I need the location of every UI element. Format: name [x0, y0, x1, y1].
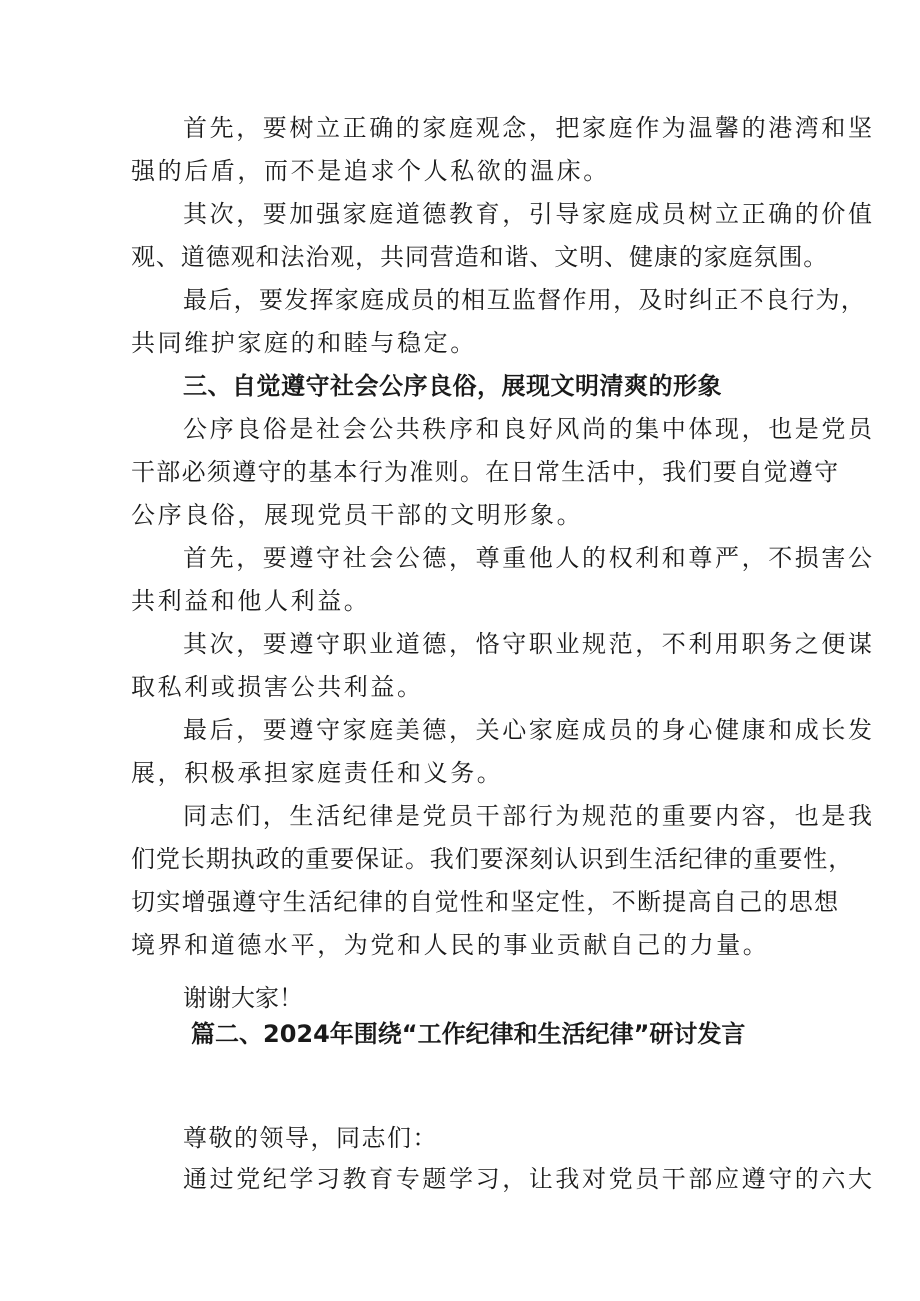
salutation: 尊敬的领导，同志们： — [183, 1124, 438, 1152]
article-title: 篇二、2024年围绕“工作纪律和生活纪律”研讨发言 — [191, 1020, 746, 1048]
paragraph-line: 共同维护家庭的和睦与稳定。 — [131, 329, 477, 357]
paragraph-line: 切实增强遵守生活纪律的自觉性和坚定性，不断提高自己的思想 — [131, 888, 840, 916]
paragraph-line: 们党长期执政的重要保证。我们要深刻认识到生活纪律的重要性， — [131, 845, 854, 873]
paragraph-line: 强的后盾，而不是追求个人私欲的温床。 — [131, 157, 610, 185]
paragraph-line: 通过党纪学习教育专题学习，让我对党员干部应遵守的六大 — [183, 1165, 875, 1193]
paragraph-line: 共利益和他人利益。 — [131, 587, 371, 615]
paragraph-line: 最后，要发挥家庭成员的相互监督作用，及时纠正不良行为， — [183, 286, 867, 314]
paragraph-line: 公序良俗，展现党员干部的文明形象。 — [131, 501, 584, 529]
paragraph-line: 干部必须遵守的基本行为准则。在日常生活中，我们要自觉遵守 — [131, 458, 840, 486]
paragraph-line: 公序良俗是社会公共秩序和良好风尚的集中体现，也是党员 — [183, 415, 875, 443]
paragraph-line: 首先，要树立正确的家庭观念，把家庭作为温馨的港湾和坚 — [183, 114, 875, 142]
closing-remark: 谢谢大家！ — [183, 984, 303, 1012]
section-heading: 三、自觉遵守社会公序良俗，展现文明清爽的形象 — [183, 372, 722, 400]
paragraph-line: 观、道德观和法治观，共同营造和谐、文明、健康的家庭氛围。 — [131, 243, 829, 271]
paragraph-line: 其次，要加强家庭道德教育，引导家庭成员树立正确的价值 — [183, 200, 875, 228]
paragraph-line: 同志们，生活纪律是党员干部行为规范的重要内容，也是我 — [183, 802, 875, 830]
paragraph-line: 取私利或损害公共利益。 — [131, 673, 424, 701]
paragraph-line: 最后，要遵守家庭美德，关心家庭成员的身心健康和成长发 — [183, 716, 875, 744]
paragraph-line: 境界和道德水平，为党和人民的事业贡献自己的力量。 — [131, 931, 770, 959]
paragraph-line: 展，积极承担家庭责任和义务。 — [131, 759, 504, 787]
paragraph-line: 其次，要遵守职业道德，恪守职业规范，不利用职务之便谋 — [183, 630, 875, 658]
paragraph-line: 首先，要遵守社会公德，尊重他人的权利和尊严，不损害公 — [183, 544, 875, 572]
